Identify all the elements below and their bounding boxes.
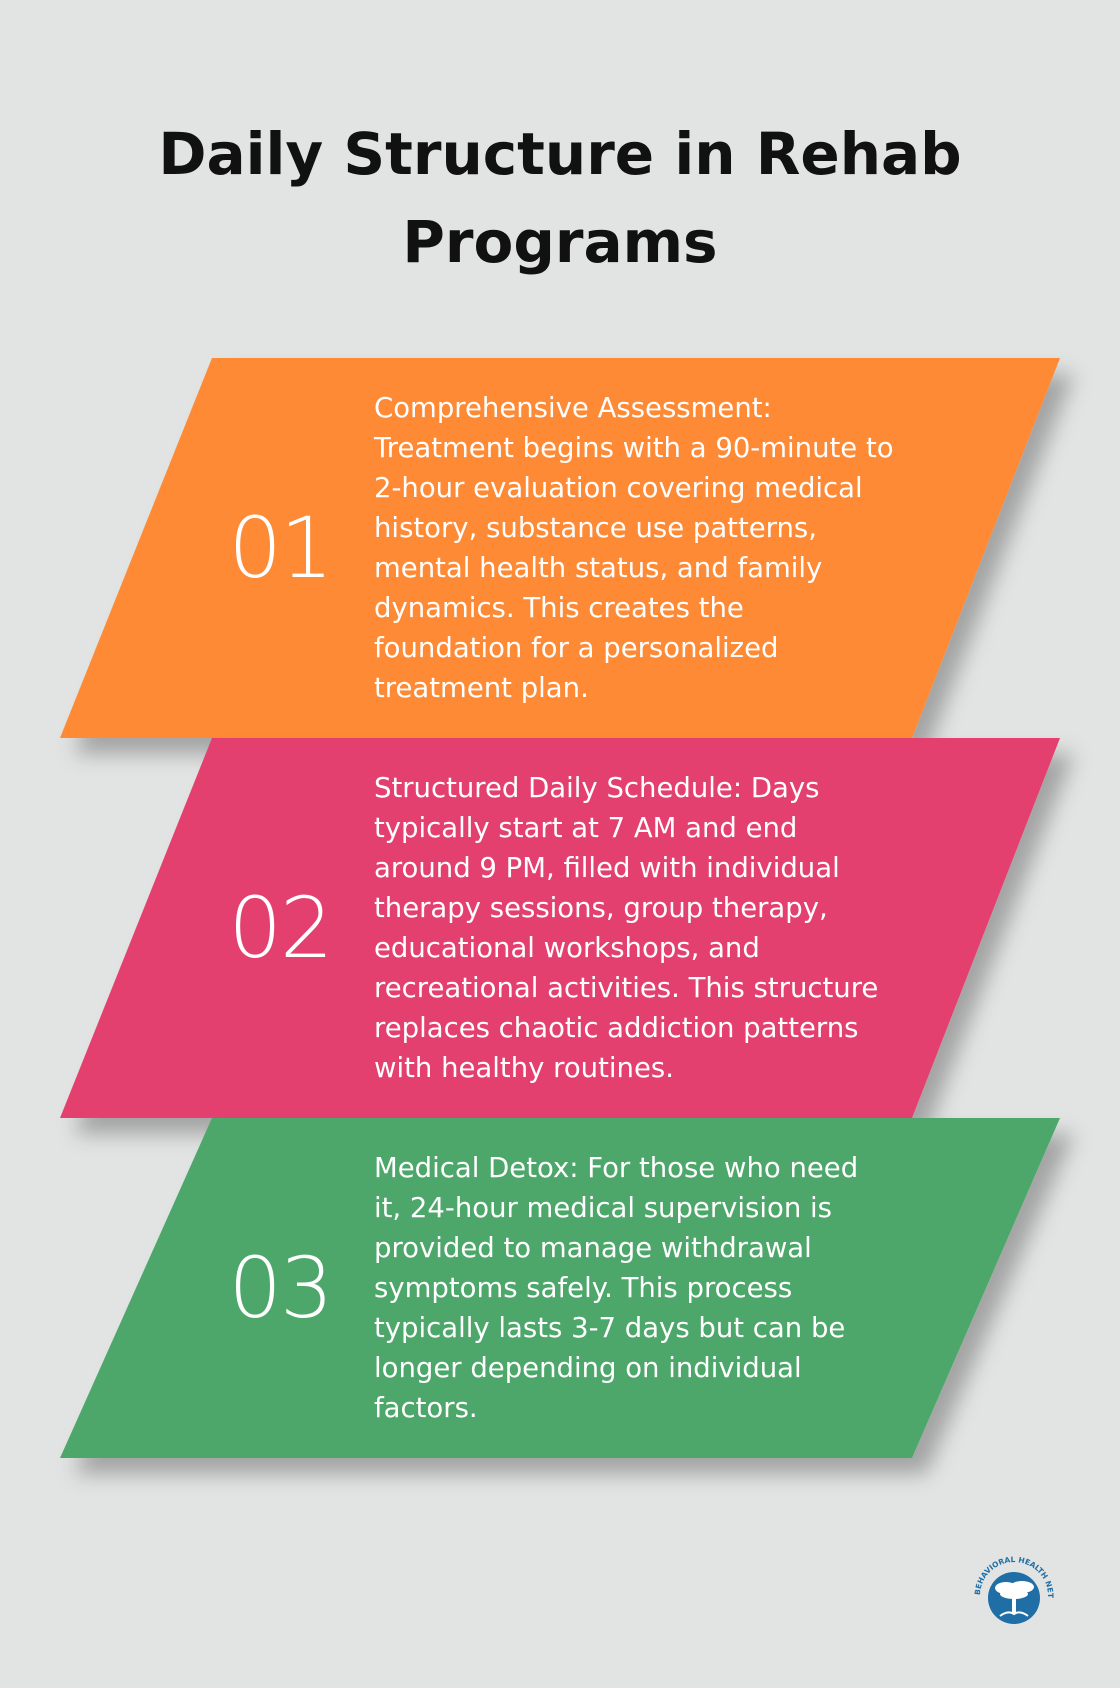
page-title-line-1: Daily Structure in Rehab	[158, 120, 962, 188]
step-text-01: Comprehensive Assessment: Treatment begins with a 90-minute to 2-hour evaluation covering medical history, substance use patterns, mental health status, and family dynamics. This creates the foundation for a personalized treatment plan.	[374, 392, 894, 704]
page-title	[0, 110, 1120, 286]
step-card-03	[0, 1118, 1120, 1458]
logo-arc-text: BEHAVIORAL HEALTH NET	[972, 1554, 1056, 1599]
step-card-02	[0, 738, 1120, 1118]
step-number-03: 03	[228, 1239, 332, 1337]
step-text-02: Structured Daily Schedule: Days typically start at 7 AM and end around 9 PM, filled with individual therapy sessions, group therapy, educational workshops, and recreational activities. This structure replaces chaotic addiction patterns with healthy routines.	[374, 772, 879, 1084]
tree-logo-icon	[966, 1544, 1062, 1640]
step-number-02: 02	[228, 879, 332, 977]
step-number-01: 01	[228, 499, 332, 597]
step-card-01	[0, 358, 1120, 738]
step-text-03: Medical Detox: For those who need it, 24-hour medical supervision is provided to manage withdrawal symptoms safely. This process typically lasts 3-7 days but can be longer depending on individual factors.	[374, 1152, 859, 1424]
page-title-line-2: Programs	[402, 208, 718, 276]
amity-logo	[966, 1544, 1062, 1640]
